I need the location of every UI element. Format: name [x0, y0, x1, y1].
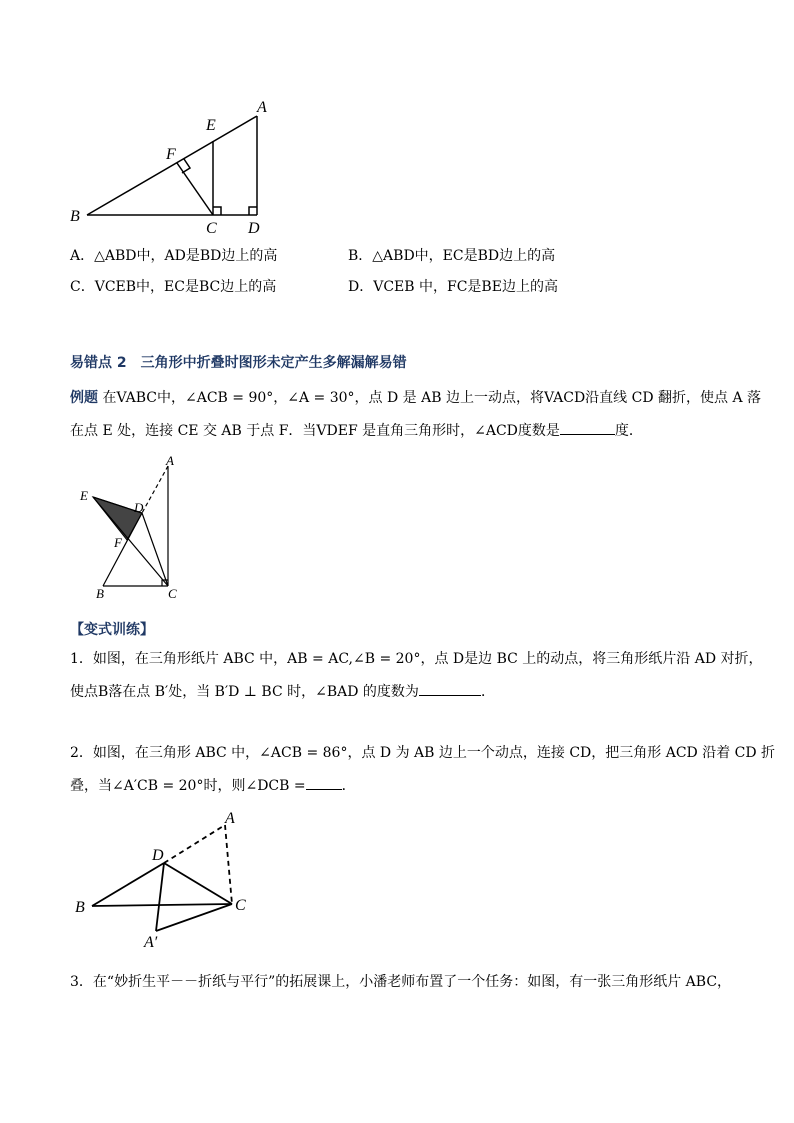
question-2-line-2 [70, 775, 356, 796]
answer-blank-q2[interactable] [306, 775, 342, 790]
label-A3: A [225, 810, 235, 827]
option-a[interactable]: A．△ABD中，AD是BD边上的高 [70, 248, 278, 264]
segment-DA-prime [156, 863, 164, 931]
example-text-1: 在VABC中，∠ACB = 90°，∠A = 30°，点 D 是 AB 边上一动点，将VACD沿直线 CD 翻折，使点 A 落 [102, 390, 762, 406]
practice-title: 【变式训练】 [70, 622, 154, 638]
segment-AC-dashed [225, 825, 232, 904]
example-line-1 [70, 388, 761, 408]
label-B2: B [96, 586, 104, 601]
right-angle-mark-D [249, 207, 257, 215]
label-A: A [257, 99, 267, 116]
section-heading-2: 易错点 2 三角形中折叠时图形未定产生多解漏解易错 [70, 355, 407, 371]
question-1-text-2b: ． [480, 684, 495, 700]
label-B3: B [75, 899, 85, 916]
question-1-line-1: 1．如图，在三角形纸片 ABC 中，AB = AC,∠B = 20°，点 D是边 BC 上的动点，将三角形纸片沿 AD 对折， [70, 651, 763, 667]
label-E2: E [80, 488, 88, 503]
label-E: E [206, 117, 216, 134]
segment-BD3 [92, 863, 164, 906]
label-D: D [248, 220, 260, 237]
answer-blank-q1[interactable] [419, 681, 481, 696]
option-c[interactable]: C．VCEB中，EC是BC边上的高 [70, 279, 277, 295]
example-text-2a: 在点 E 处，连接 CE 交 AB 于点 F．当VDEF 是直角三角形时，∠ACD度数是 [70, 423, 560, 439]
answer-blank-example[interactable] [560, 420, 615, 435]
segment-DC3 [164, 863, 232, 904]
example-label: 例题 [70, 390, 98, 406]
option-b[interactable]: B．△ABD中，EC是BD边上的高 [348, 248, 556, 264]
example-line-2 [70, 420, 643, 441]
question-3-line-1: 3．在“妙折生平－－折纸与平行”的拓展课上，小潘老师布置了一个任务：如图，有一张三角形纸片 ABC， [70, 974, 732, 990]
segment-DA-dashed [164, 825, 225, 863]
label-B: B [70, 208, 80, 225]
question-1-text-2a: 使点B落在点 B′处，当 B′D ⊥ BC 时，∠BAD 的度数为 [70, 684, 419, 700]
question-2-line-1: 2．如图，在三角形 ABC 中，∠ACB = 86°，点 D 为 AB 边上一个动点，连接 CD，把三角形 ACD 沿着 CD 折 [70, 745, 776, 761]
right-angle-mark-C [213, 207, 221, 215]
figure-2-folded-triangle [72, 452, 192, 602]
label-A2: A [166, 453, 174, 468]
example-text-2b: 度． [614, 423, 643, 439]
segment-A-prime-C [156, 904, 232, 931]
figure-1-triangle [60, 95, 290, 240]
figure-3-fold [70, 805, 260, 955]
label-C2: C [168, 586, 177, 601]
segment-BC3 [92, 904, 232, 906]
label-A-prime3: A′ [144, 934, 158, 951]
segment-DC [142, 513, 168, 586]
segment-AD-dashed [142, 466, 168, 513]
question-1-line-2 [70, 681, 495, 702]
label-D2: D [134, 500, 144, 515]
label-D3: D [152, 847, 164, 864]
segment-FC [177, 163, 213, 215]
question-2-text-2b: ． [341, 778, 356, 794]
option-d[interactable]: D．VCEB 中，FC是BE边上的高 [348, 279, 558, 295]
label-C: C [206, 220, 217, 237]
label-C3: C [235, 897, 246, 914]
label-F2: F [114, 535, 122, 550]
question-2-text-2a: 叠，当∠A′CB = 20°时，则∠DCB = [70, 778, 306, 794]
label-F: F [166, 146, 176, 163]
segment-BA [87, 116, 257, 215]
